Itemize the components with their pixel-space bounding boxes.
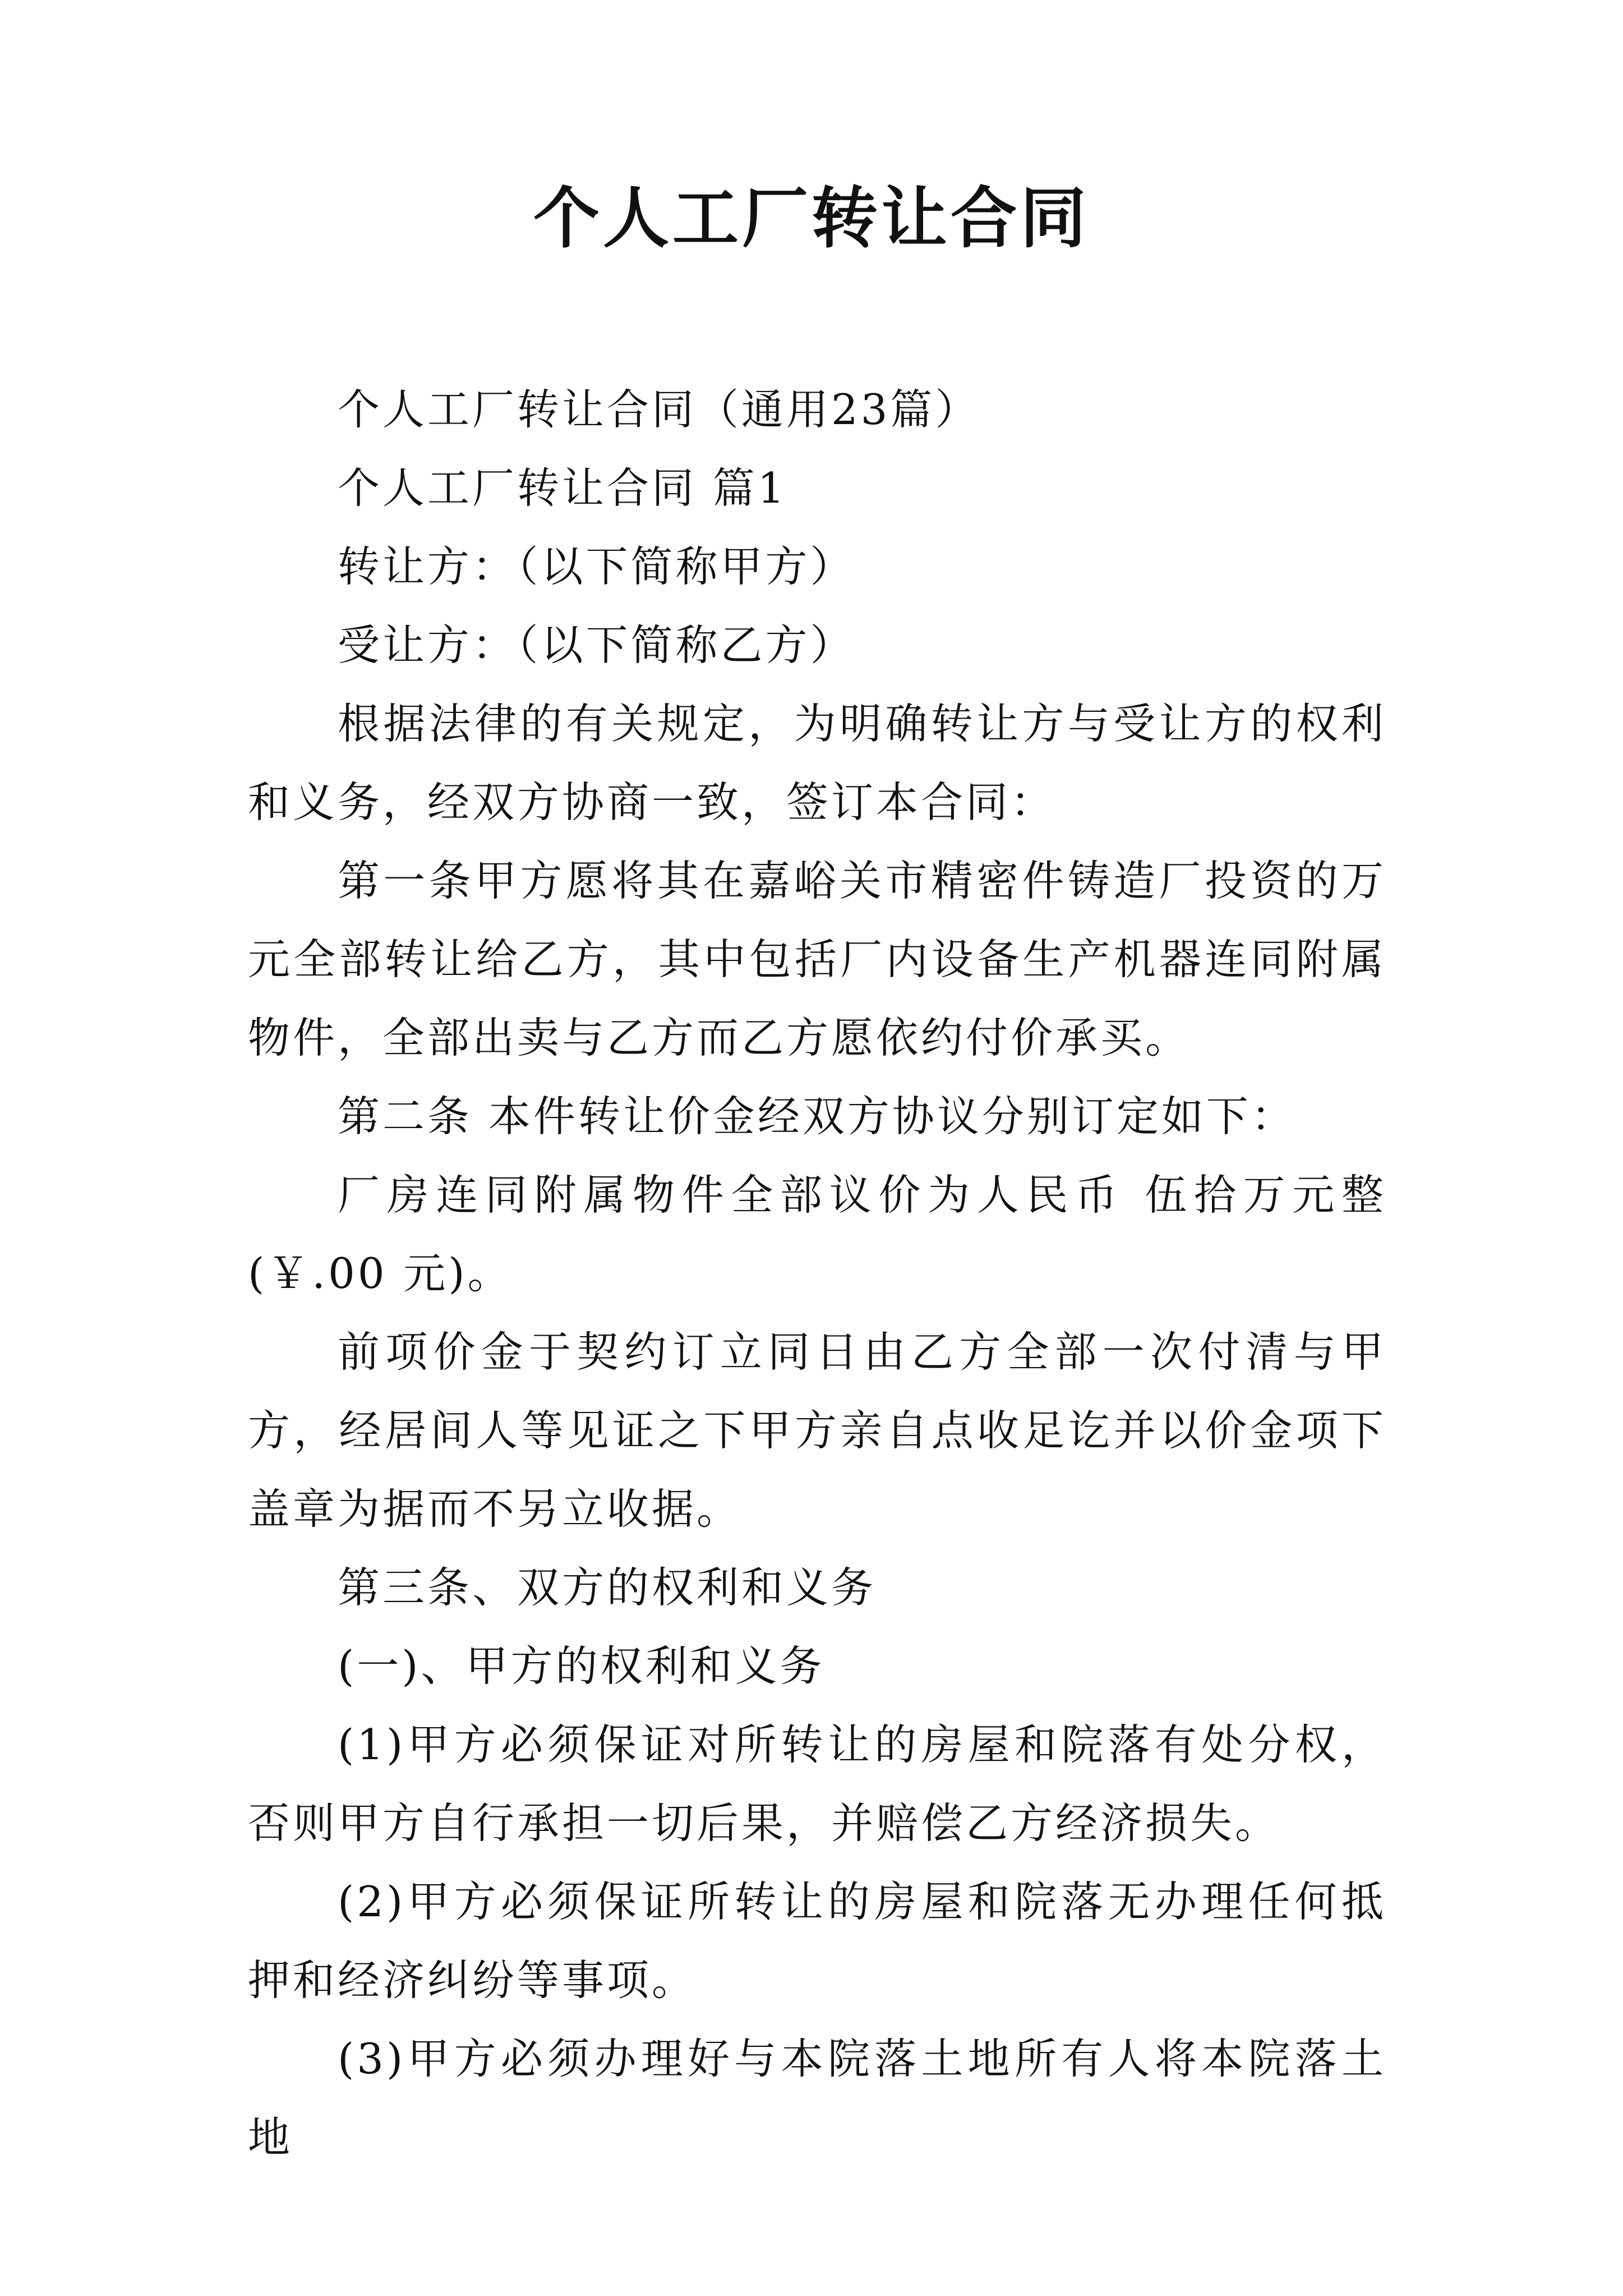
paragraph-7: 第二条 本件转让价金经双方协议分别订定如下： bbox=[338, 1092, 1296, 1141]
paragraph-3: 转让方：（以下简称甲方） bbox=[338, 542, 855, 591]
paragraph-8: 厂房连同附属物件全部议价为人民币 伍拾万元整(￥.00 元)。 bbox=[248, 1170, 1386, 1298]
document-body bbox=[248, 370, 1386, 2177]
paragraph-4: 受让方：（以下简称乙方） bbox=[338, 620, 855, 670]
paragraph-11: (一)、甲方的权利和义务 bbox=[338, 1641, 825, 1691]
paragraph-1: 个人工厂转让合同（通用23篇） bbox=[338, 385, 980, 434]
paragraph-13: (2)甲方必须保证所转让的房屋和院落无办理任何抵押和经济纠纷等事项。 bbox=[248, 1877, 1386, 2005]
paragraph-6: 第一条甲方愿将其在嘉峪关市精密件铸造厂投资的万元全部转让给乙方，其中包括厂内设备生产机器连同附属物件，全部出卖与乙方而乙方愿依约付价承买。 bbox=[248, 856, 1386, 1062]
paragraph-10: 第三条、双方的权利和义务 bbox=[338, 1563, 877, 1612]
paragraph-9: 前项价金于契约订立同日由乙方全部一次付清与甲方，经居间人等见证之下甲方亲自点收足讫并以价金项下盖章为据而不另立收据。 bbox=[248, 1327, 1386, 1534]
paragraph-14: (3)甲方必须办理好与本院落土地所有人将本院落土地 bbox=[248, 2034, 1386, 2162]
paragraph-5: 根据法律的有关规定，为明确转让方与受让方的权利和义务，经双方协商一致，签订本合同： bbox=[248, 699, 1386, 827]
paragraph-12: (1)甲方必须保证对所转让的房屋和院落有处分权，否则甲方自行承担一切后果，并赔偿乙方经济损失。 bbox=[248, 1720, 1386, 1848]
paragraph-2: 个人工厂转让合同 篇1 bbox=[338, 463, 787, 513]
document-title: 个人工厂转让合同 bbox=[533, 179, 1090, 257]
